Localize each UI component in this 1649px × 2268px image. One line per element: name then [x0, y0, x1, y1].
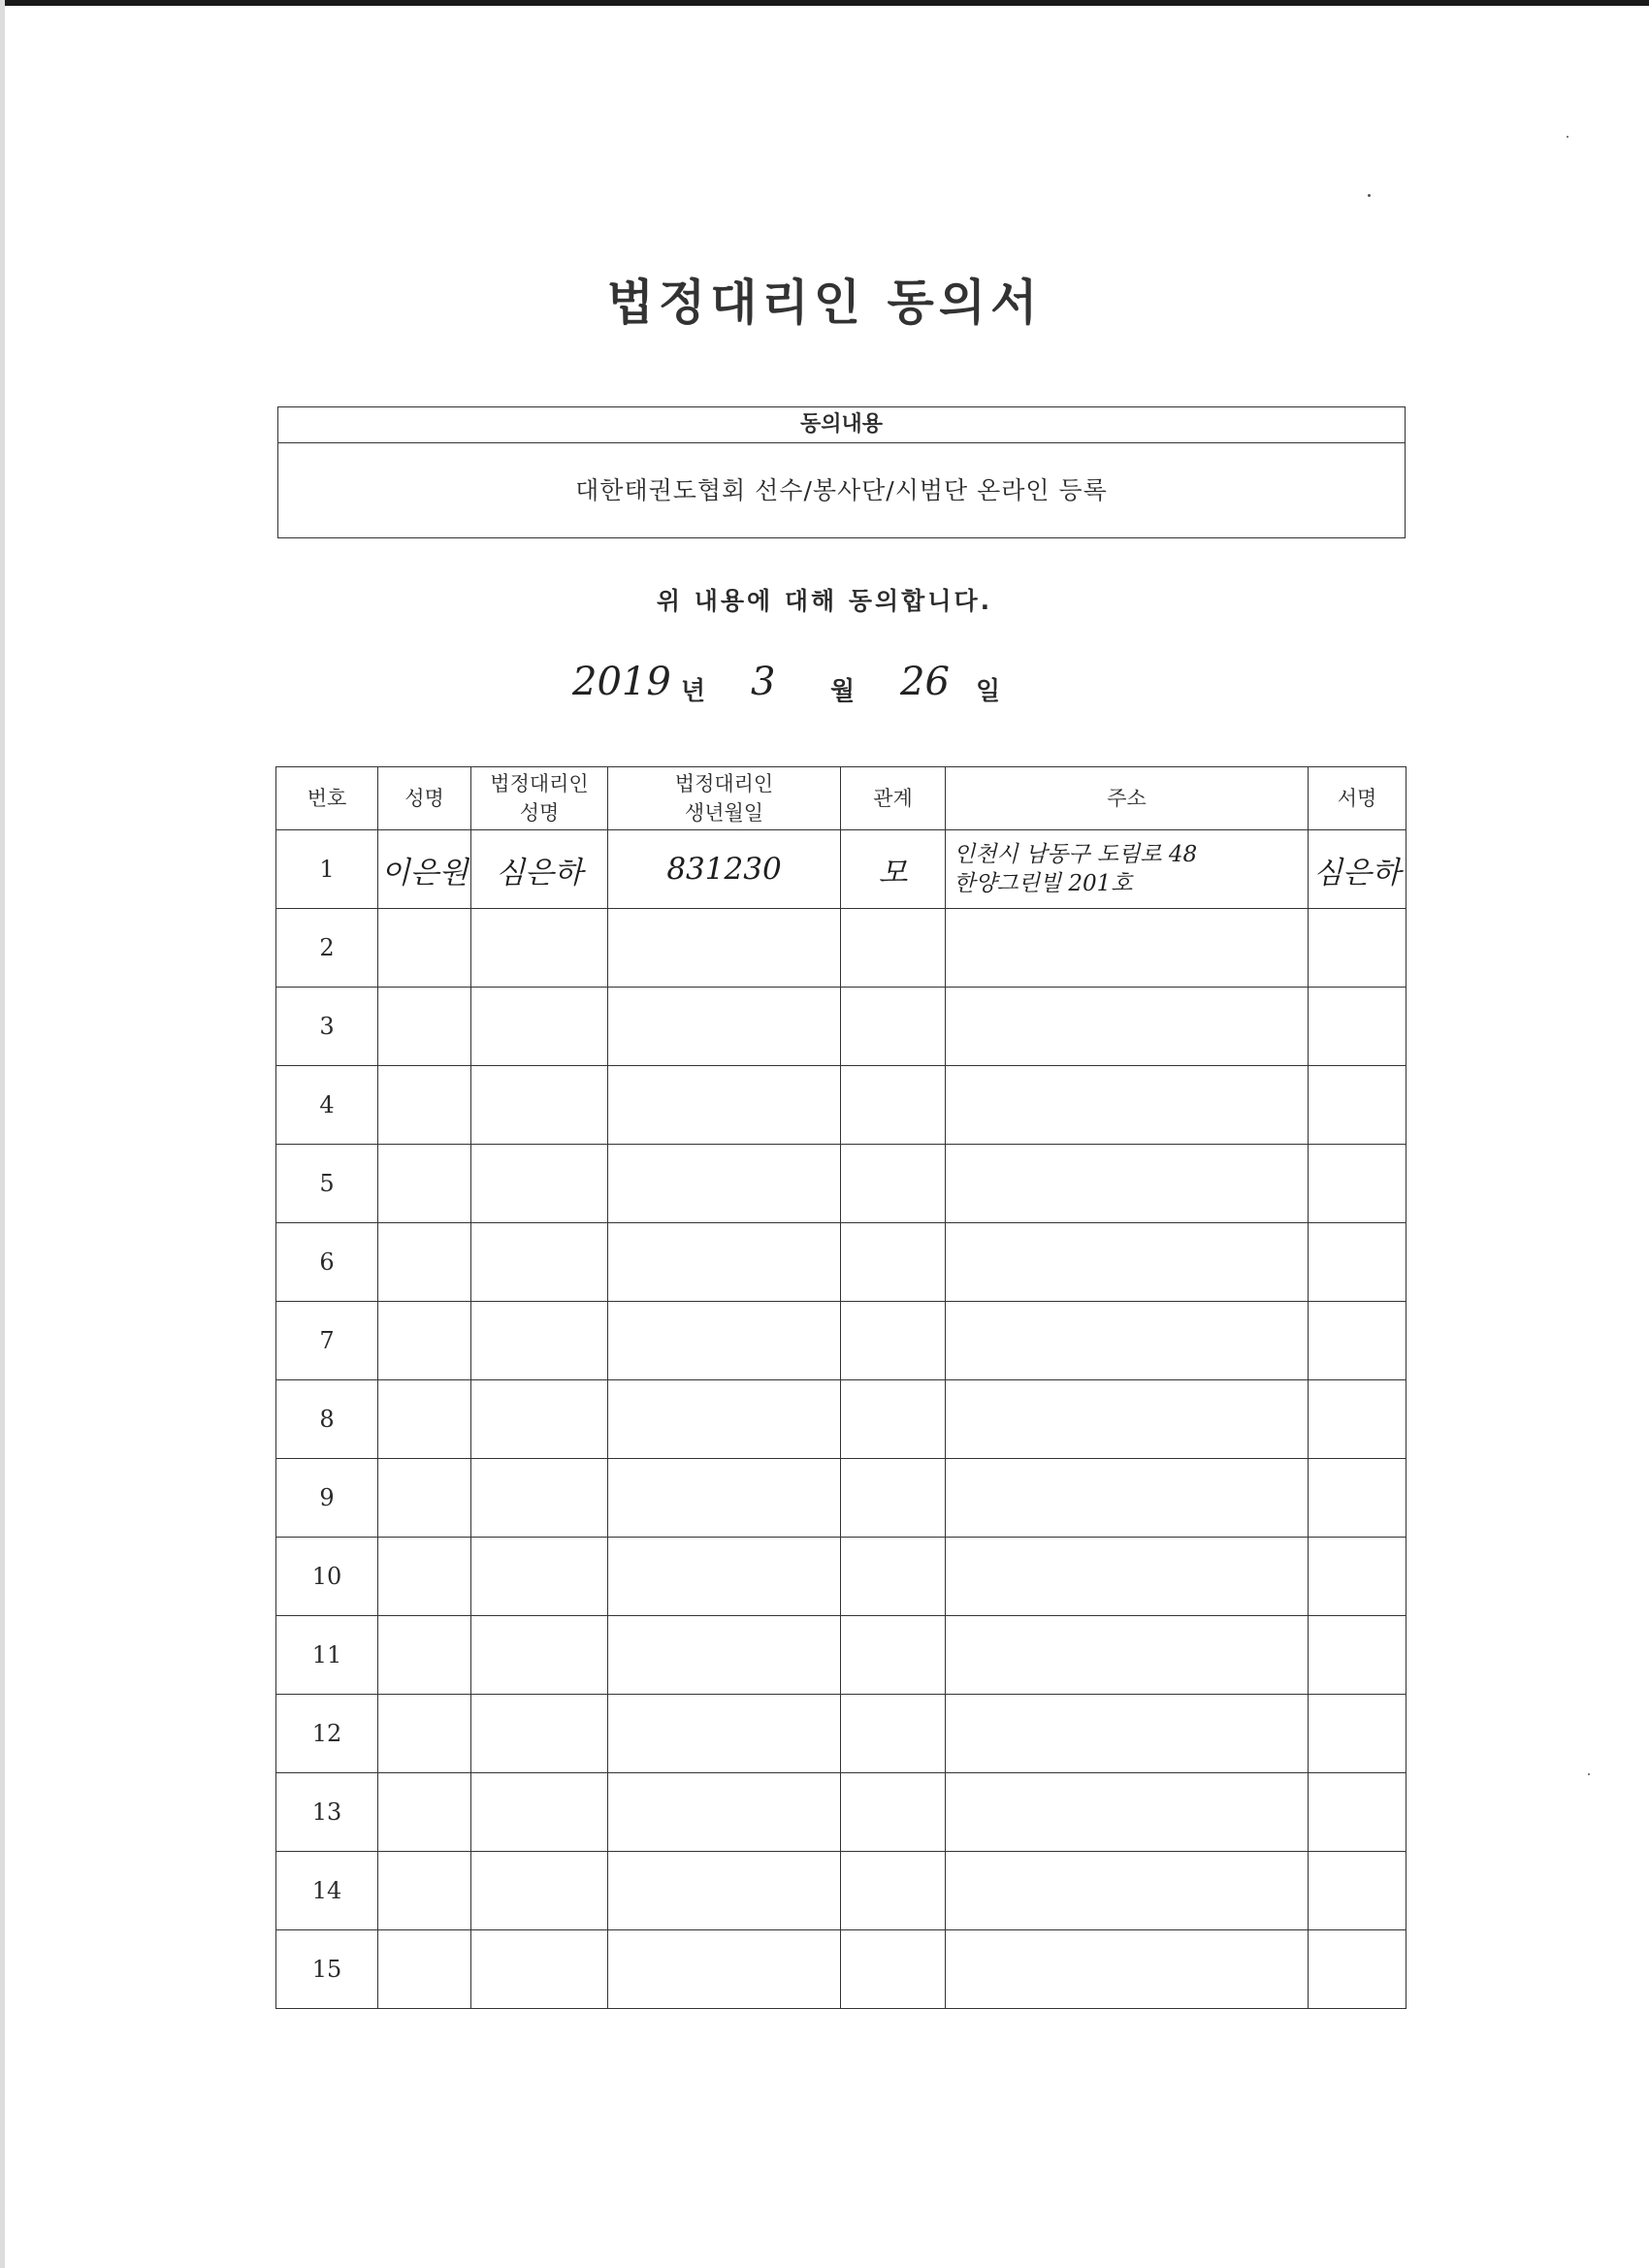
- address-line1: 인천시 남동구 도림로 48: [954, 842, 1198, 867]
- empty-cell: [378, 1538, 471, 1616]
- empty-cell: [841, 1066, 946, 1145]
- empty-cell: [378, 1695, 471, 1773]
- scan-edge-top: [0, 0, 1649, 6]
- date-day-handwritten: 26: [900, 660, 950, 704]
- scan-speck: [1368, 194, 1371, 197]
- scan-speck: [1567, 136, 1568, 138]
- empty-cell: [1309, 1538, 1406, 1616]
- table-row: [276, 909, 1406, 988]
- empty-cell: [378, 1852, 471, 1930]
- empty-cell: [608, 1066, 841, 1145]
- scan-edge-left: [0, 0, 5, 2268]
- date-month-label: 월: [830, 677, 856, 706]
- table-row: [276, 1066, 1406, 1145]
- row-number: 6: [276, 1223, 378, 1302]
- empty-cell: [946, 1695, 1309, 1773]
- row-number: 11: [276, 1616, 378, 1695]
- row-number: 12: [276, 1695, 378, 1773]
- empty-cell: [471, 1852, 608, 1930]
- row-number: 14: [276, 1852, 378, 1930]
- empty-cell: [1309, 1066, 1406, 1145]
- date-month-handwritten: 3: [751, 660, 776, 704]
- address-line2: 한양그린빌 201호: [954, 871, 1133, 896]
- agreement-statement: 위 내용에 대해 동의합니다.: [656, 587, 993, 615]
- guardian-name-handwritten: 심은하: [471, 830, 608, 909]
- header-relation: 관계: [841, 767, 946, 830]
- empty-cell: [471, 1145, 608, 1223]
- empty-cell: [1309, 1145, 1406, 1223]
- guardian-birth-handwritten: 831230: [608, 830, 841, 909]
- empty-cell: [841, 1380, 946, 1459]
- empty-cell: [471, 1223, 608, 1302]
- empty-cell: [946, 1380, 1309, 1459]
- empty-cell: [378, 1145, 471, 1223]
- header-no: 번호: [276, 767, 378, 830]
- empty-cell: [378, 909, 471, 988]
- empty-cell: [608, 909, 841, 988]
- empty-cell: [841, 988, 946, 1066]
- empty-cell: [946, 1066, 1309, 1145]
- empty-cell: [946, 1223, 1309, 1302]
- consent-box: [277, 406, 1406, 538]
- empty-cell: [841, 1773, 946, 1852]
- participant-name-handwritten: 이은원: [378, 830, 471, 909]
- empty-cell: [841, 1930, 946, 2009]
- empty-cell: [471, 1380, 608, 1459]
- table-header-row: [276, 767, 1406, 830]
- empty-cell: [608, 1695, 841, 1773]
- empty-cell: [1309, 1773, 1406, 1852]
- empty-cell: [1309, 1695, 1406, 1773]
- guardian-table: [275, 766, 1406, 2009]
- date-year-handwritten: 2019: [572, 660, 671, 704]
- row-number: 1: [276, 830, 378, 909]
- empty-cell: [841, 1852, 946, 1930]
- empty-cell: [841, 1538, 946, 1616]
- table-row: [276, 1302, 1406, 1380]
- date-row: [0, 660, 1649, 718]
- row-number: 10: [276, 1538, 378, 1616]
- row-number: 2: [276, 909, 378, 988]
- table-row: [276, 1695, 1406, 1773]
- consent-text: 대한태권도협회 선수/봉사단/시범단 온라인 등록: [575, 476, 1108, 504]
- empty-cell: [1309, 1852, 1406, 1930]
- empty-cell: [608, 1145, 841, 1223]
- empty-cell: [471, 1695, 608, 1773]
- page-title: 법정대리인 동의서: [606, 275, 1043, 331]
- empty-cell: [1309, 1223, 1406, 1302]
- header-address: 주소: [946, 767, 1309, 830]
- empty-cell: [608, 1930, 841, 2009]
- empty-cell: [946, 1616, 1309, 1695]
- row-number: 8: [276, 1380, 378, 1459]
- empty-cell: [378, 1380, 471, 1459]
- empty-cell: [841, 1459, 946, 1538]
- empty-cell: [608, 988, 841, 1066]
- empty-cell: [946, 1852, 1309, 1930]
- table-row: [276, 830, 1406, 909]
- empty-cell: [946, 1773, 1309, 1852]
- empty-cell: [1309, 1930, 1406, 2009]
- empty-cell: [841, 1695, 946, 1773]
- empty-cell: [1309, 909, 1406, 988]
- empty-cell: [608, 1773, 841, 1852]
- table-row: [276, 1852, 1406, 1930]
- header-guardian-birth-line1: 법정대리인: [674, 772, 774, 795]
- empty-cell: [471, 1302, 608, 1380]
- row-number: 13: [276, 1773, 378, 1852]
- row-number: 7: [276, 1302, 378, 1380]
- empty-cell: [946, 1459, 1309, 1538]
- table-row: [276, 1616, 1406, 1695]
- empty-cell: [471, 1616, 608, 1695]
- empty-cell: [471, 1066, 608, 1145]
- date-year-label: 년: [681, 677, 706, 706]
- row-number: 4: [276, 1066, 378, 1145]
- empty-cell: [1309, 1380, 1406, 1459]
- empty-cell: [946, 1145, 1309, 1223]
- empty-cell: [608, 1852, 841, 1930]
- row-number: 15: [276, 1930, 378, 2009]
- empty-cell: [608, 1223, 841, 1302]
- empty-cell: [841, 1616, 946, 1695]
- row-number: 3: [276, 988, 378, 1066]
- empty-cell: [841, 909, 946, 988]
- empty-cell: [946, 1930, 1309, 2009]
- table-row: [276, 988, 1406, 1066]
- empty-cell: [608, 1302, 841, 1380]
- empty-cell: [946, 1538, 1309, 1616]
- empty-cell: [378, 1223, 471, 1302]
- empty-cell: [608, 1538, 841, 1616]
- table-row: [276, 1145, 1406, 1223]
- header-guardian-birth: [608, 767, 841, 830]
- empty-cell: [378, 1773, 471, 1852]
- empty-cell: [378, 1616, 471, 1695]
- header-guardian-name-line2: 성명: [519, 801, 560, 825]
- empty-cell: [471, 1773, 608, 1852]
- header-name: 성명: [378, 767, 471, 830]
- empty-cell: [471, 988, 608, 1066]
- address-handwritten: [946, 830, 1309, 909]
- empty-cell: [841, 1145, 946, 1223]
- table-row: [276, 1459, 1406, 1538]
- empty-cell: [1309, 1302, 1406, 1380]
- header-guardian-birth-line2: 생년월일: [684, 801, 764, 825]
- empty-cell: [1309, 1459, 1406, 1538]
- empty-cell: [471, 1538, 608, 1616]
- empty-cell: [471, 1459, 608, 1538]
- date-day-label: 일: [976, 677, 1001, 706]
- table-row: [276, 1380, 1406, 1459]
- header-signature: 서명: [1309, 767, 1406, 830]
- scan-speck: [1588, 1773, 1590, 1775]
- relation-handwritten: 모: [841, 830, 946, 909]
- header-guardian-name: [471, 767, 608, 830]
- table-row: [276, 1930, 1406, 2009]
- empty-cell: [841, 1223, 946, 1302]
- empty-cell: [471, 909, 608, 988]
- table-row: [276, 1773, 1406, 1852]
- row-number: 5: [276, 1145, 378, 1223]
- empty-cell: [946, 988, 1309, 1066]
- empty-cell: [471, 1930, 608, 2009]
- table-row: [276, 1538, 1406, 1616]
- empty-cell: [608, 1459, 841, 1538]
- empty-cell: [1309, 988, 1406, 1066]
- empty-cell: [608, 1380, 841, 1459]
- header-guardian-name-line1: 법정대리인: [490, 772, 589, 795]
- empty-cell: [378, 1066, 471, 1145]
- empty-cell: [378, 1302, 471, 1380]
- table-row: [276, 1223, 1406, 1302]
- empty-cell: [946, 1302, 1309, 1380]
- signature-handwritten: 심은하: [1309, 830, 1406, 909]
- empty-cell: [1309, 1616, 1406, 1695]
- empty-cell: [378, 1459, 471, 1538]
- empty-cell: [608, 1616, 841, 1695]
- row-number: 9: [276, 1459, 378, 1538]
- empty-cell: [841, 1302, 946, 1380]
- empty-cell: [378, 988, 471, 1066]
- empty-cell: [378, 1930, 471, 2009]
- empty-cell: [946, 909, 1309, 988]
- consent-heading: 동의내용: [278, 407, 1405, 443]
